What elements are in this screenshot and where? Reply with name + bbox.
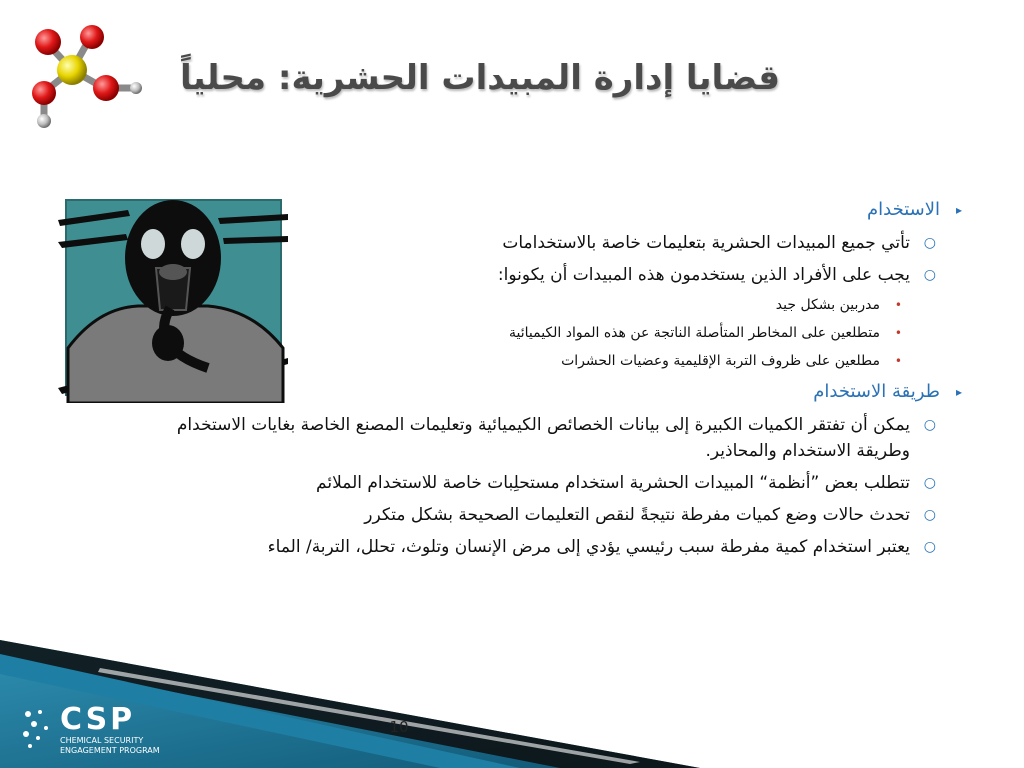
logo-text: CSP xyxy=(60,702,136,737)
molecule-dots-icon xyxy=(20,708,54,752)
list-item: ○ تأتي جميع المبيدات الحشرية بتعليمات خاصة بالاستخدامات xyxy=(120,230,910,256)
list-item: ○ تتطلب بعض ”أنظمة“ المبيدات الحشرية استخدام مستحلِبات خاصة للاستخدام الملائم xyxy=(120,470,910,496)
list-item: ○ تحدث حالات وضع كميات مفرطة نتيجةً لنقص التعليمات الصحيحة بشكل متكرر xyxy=(120,502,910,528)
logo-subtitle: CHEMICAL SECURITY ENGAGEMENT PROGRAM xyxy=(60,736,160,755)
section-heading: ▸ طريقة الاستخدام xyxy=(120,378,940,406)
sub-list-item: • متطلعين على المخاطر المتأصلة الناتجة عن هذه المواد الكيميائية xyxy=(120,322,880,344)
molecule-icon xyxy=(20,22,150,132)
dot-bullet-icon: • xyxy=(894,354,902,368)
page-number: 10 xyxy=(389,718,409,736)
section-heading: ▸ الاستخدام xyxy=(120,196,940,224)
slide-content xyxy=(120,196,962,564)
circle-bullet-icon: ○ xyxy=(923,539,936,555)
triangle-bullet-icon: ▸ xyxy=(955,385,962,399)
dot-bullet-icon: • xyxy=(894,298,902,312)
circle-bullet-icon: ○ xyxy=(923,235,936,251)
dot-bullet-icon: • xyxy=(894,326,902,340)
triangle-bullet-icon: ▸ xyxy=(955,203,962,217)
list-item: ○ يمكن أن تفتقر الكميات الكبيرة إلى بيانات الخصائص الكيميائية وتعليمات المصنع الخاصة بغايات الاستخدام وطريقة الاستخدام والمحاذير. xyxy=(120,412,910,464)
list-item: ○ يعتبر استخدام كمية مفرطة سبب رئيسي يؤدي إلى مرض الإنسان وتلوث، تحلل، التربة/ الماء xyxy=(120,534,910,560)
circle-bullet-icon: ○ xyxy=(923,417,936,433)
circle-bullet-icon: ○ xyxy=(923,475,936,491)
csp-logo xyxy=(20,702,180,762)
list-item: ○ يجب على الأفراد الذين يستخدمون هذه المبيدات أن يكونوا: xyxy=(120,262,910,288)
circle-bullet-icon: ○ xyxy=(923,507,936,523)
sub-list-item: • مطلعين على ظروف التربة الإقليمية وعضيات الحشرات xyxy=(120,350,880,372)
slide-title: قضايا إدارة المبيدات الحشرية: محلياً xyxy=(180,58,780,98)
sub-list-item: • مدربين بشكل جيد xyxy=(120,294,880,316)
circle-bullet-icon: ○ xyxy=(923,267,936,283)
